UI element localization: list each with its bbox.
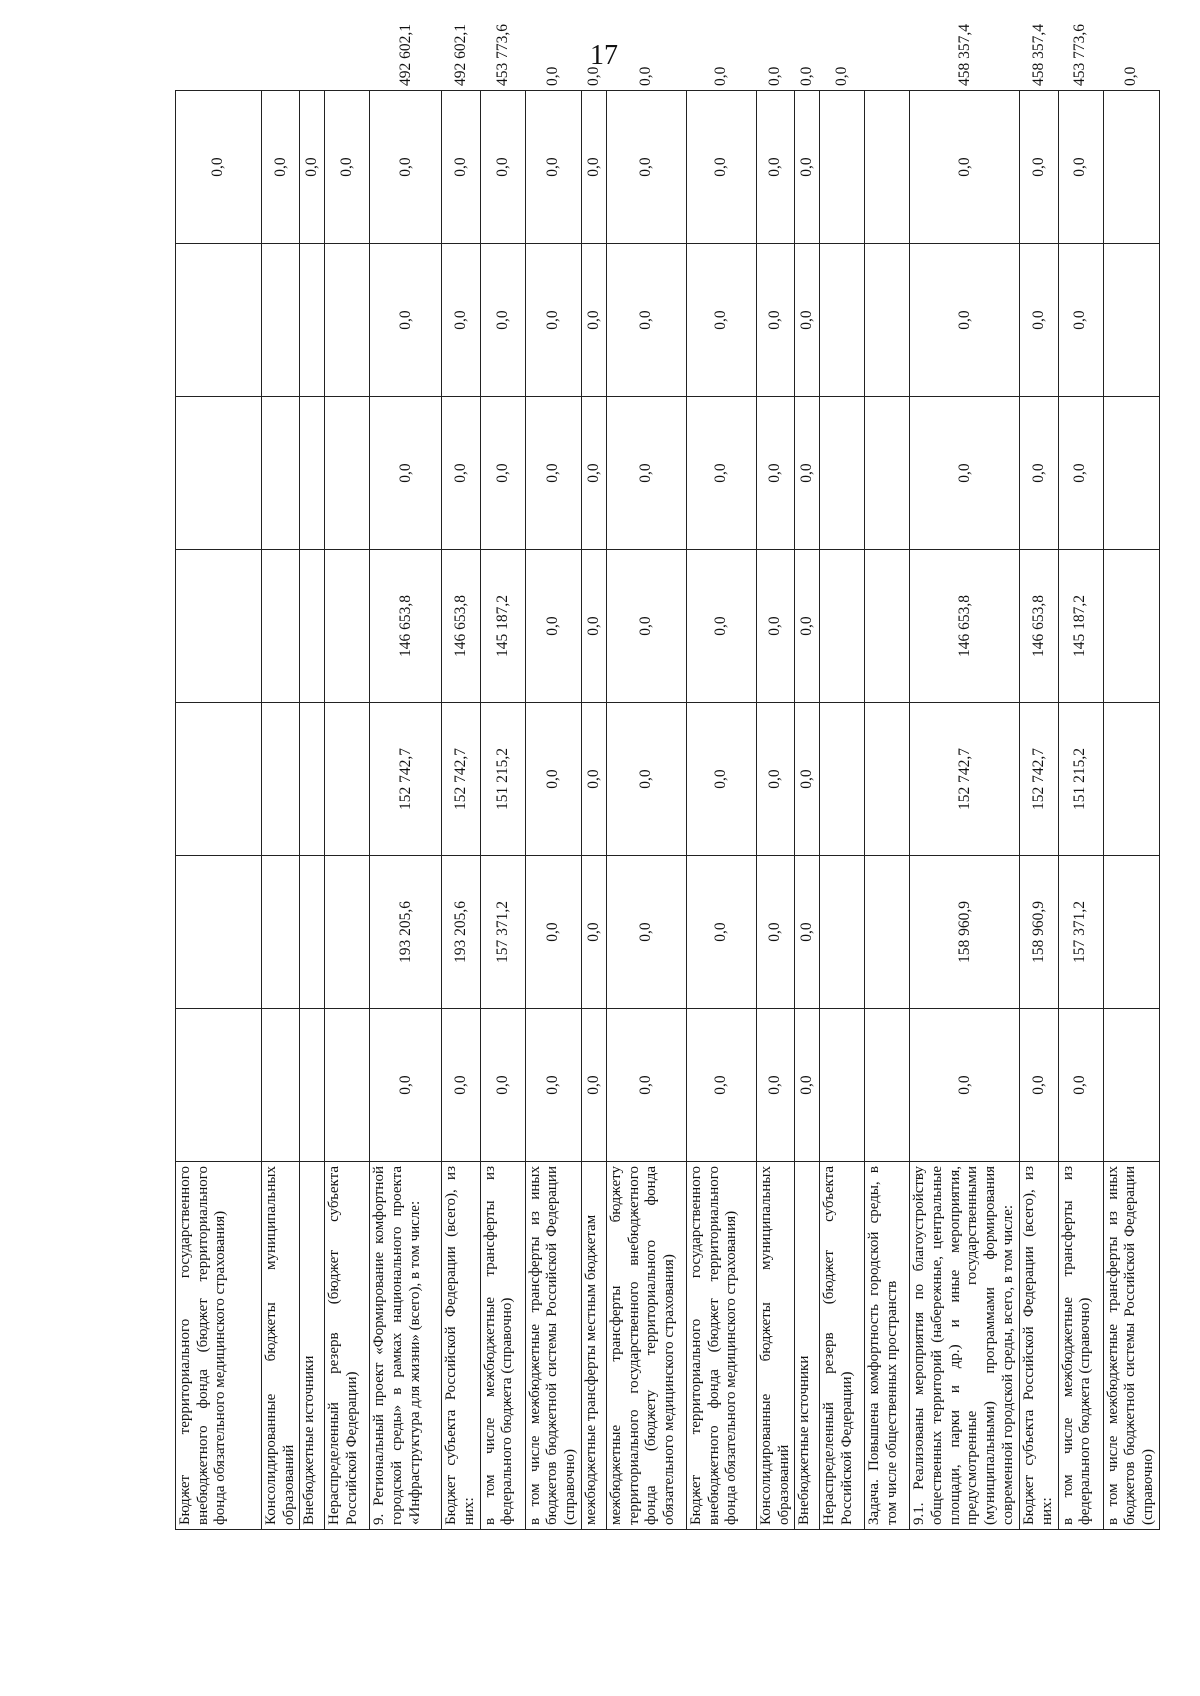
value-cell [1103, 550, 1159, 703]
row-label: в том числе межбюджетные трансферты из федерального бюджета (справочно) [480, 1162, 525, 1530]
value-cell: 0,0 [756, 244, 794, 397]
value-cell: 0,0 [606, 91, 686, 244]
value-cell: 0,0 [756, 550, 794, 703]
row-label: Нераспределенный резерв (бюджет субъекта Российской Федерации) [820, 1162, 865, 1530]
value-cell: 151 215,2 [1058, 703, 1103, 856]
value-cell: 0,0 [686, 550, 756, 703]
value-cell: 193 205,6 [442, 856, 480, 1009]
row-label: Бюджет субъекта Российской Федерации (всего), из них: [442, 1162, 480, 1530]
value-cell: 0,0 [686, 244, 756, 397]
table-row: в том числе межбюджетные трансферты из федерального бюджета (справочно) 0,0 157 371,2 151 215,2 145 187,2 0,0 0,0 0,0 453 773,6 [480, 91, 525, 1530]
value-cell: 0,0 [606, 1009, 686, 1162]
value-cell [262, 703, 300, 856]
table-row: Консолидированные бюджеты муниципальных образований 0,0 0,0 0,0 0,0 0,0 0,0 0,0 0,0 [756, 91, 794, 1530]
value-cell [865, 703, 910, 856]
value-cell [325, 1009, 370, 1162]
row-label: межбюджетные трансферты местным бюджетам [581, 1162, 606, 1530]
row-label: Консолидированные бюджеты муниципальных образований [756, 1162, 794, 1530]
row-label: Внебюджетные источники [795, 1162, 820, 1530]
value-cell [1103, 1009, 1159, 1162]
table-row: Внебюджетные источники 0,0 0,0 0,0 0,0 0,0 0,0 0,0 0,0 [795, 91, 820, 1530]
value-cell: 0,0 [370, 244, 442, 397]
value-cell: 0,0 [756, 1009, 794, 1162]
value-cell: 0,0 [581, 856, 606, 1009]
value-cell [176, 550, 262, 703]
value-cell: 0,0 [442, 1009, 480, 1162]
value-cell: 157 371,2 [480, 856, 525, 1009]
value-cell: 0,0 [370, 91, 442, 244]
table-row [300, 91, 325, 1530]
value-cell: 0,0 [606, 703, 686, 856]
value-cell: 0,0 [525, 397, 581, 550]
value-cell: 0,0 [442, 397, 480, 550]
value-cell: 0,0 [370, 1009, 442, 1162]
value-cell: 0,0 [756, 397, 794, 550]
value-cell: 0,0 [795, 397, 820, 550]
value-cell: 0,0 [756, 703, 794, 856]
row-label: Нераспределенный резерв (бюджет субъекта Российской Федерации) [325, 1162, 370, 1530]
value-cell: 0,0 [1058, 397, 1103, 550]
table-row: 9. Региональный проект «Формирование комфортной городской среды» в рамках национального проекта «Инфраструктура для жизни» (всего), в том числе: 0,0 193 205,6 152 742,7 146 653,8 0,0 0,0 0,0 492 602,1 [370, 91, 442, 1530]
value-cell [865, 91, 910, 244]
table-row: Бюджет субъекта Российской Федерации (всего), из них: 0,0 193 205,6 152 742,7 146 653,8 0,0 0,0 0,0 492 602,1 [442, 91, 480, 1530]
value-cell [1103, 397, 1159, 550]
value-cell: 0,0 [442, 91, 480, 244]
row-label: Задача. Повышена комфортность городской среды, в том числе общественных пространств [865, 1162, 910, 1530]
value-cell [1103, 856, 1159, 1009]
value-cell [820, 856, 865, 1009]
value-cell: 0,0 [795, 550, 820, 703]
value-cell [325, 856, 370, 1009]
value-cell [865, 550, 910, 703]
row-label: в том числе межбюджетные трансферты из иных бюджетов бюджетной системы Российской Федерации (справочно) [1103, 1162, 1159, 1530]
value-cell: 0,0 [581, 703, 606, 856]
value-cell [300, 703, 325, 856]
value-cell: 0,0 [480, 397, 525, 550]
table-row: Бюджет субъекта Российской Федерации (всего), из них: 0,0 158 960,9 152 742,7 146 653,8 0,0 0,0 0,0 458 357,4 [1020, 91, 1058, 1530]
value-cell [820, 244, 865, 397]
value-cell: 152 742,7 [442, 703, 480, 856]
value-cell: 152 742,7 [1020, 703, 1058, 856]
table-row: в том числе межбюджетные трансферты из иных бюджетов бюджетной системы Российской Федерации (справочно) 0,0 0,0 0,0 0,0 0,0 0,0 0,0 0,0 [525, 91, 581, 1530]
value-cell: 0,0 [795, 91, 820, 244]
value-cell: 146 653,8 [442, 550, 480, 703]
value-cell: 0,0 [1020, 244, 1058, 397]
value-cell: 158 960,9 [1020, 856, 1058, 1009]
value-cell: 157 371,2 [1058, 856, 1103, 1009]
value-cell: 0,0 [1020, 1009, 1058, 1162]
value-cell: 0,0 [910, 397, 1020, 550]
value-cell: 0,0 [756, 856, 794, 1009]
value-cell [820, 397, 865, 550]
value-cell [176, 1009, 262, 1162]
value-cell [820, 91, 865, 244]
value-cell: 0,0 [581, 397, 606, 550]
value-cell [262, 1009, 300, 1162]
value-cell: 146 653,8 [370, 550, 442, 703]
value-cell: 0,0 [525, 244, 581, 397]
table-row [262, 91, 300, 1530]
value-cell: 0,0 [480, 91, 525, 244]
value-cell [865, 1009, 910, 1162]
row-label: Консолидированные бюджеты муниципальных образований [262, 1162, 300, 1530]
value-cell: 0,0 [686, 703, 756, 856]
value-cell: 0,0 [525, 91, 581, 244]
value-cell: 0,0 [686, 1009, 756, 1162]
row-label: 9. Региональный проект «Формирование комфортной городской среды» в рамках национального проекта «Инфраструктура для жизни» (всего), в том числе: [370, 1162, 442, 1530]
value-cell: 0,0 [581, 244, 606, 397]
value-cell [325, 703, 370, 856]
value-cell: 146 653,8 [910, 550, 1020, 703]
value-cell: 0,0 [756, 91, 794, 244]
value-cell [262, 397, 300, 550]
value-cell [865, 244, 910, 397]
value-cell: 0,0 [525, 856, 581, 1009]
value-cell: 152 742,7 [910, 703, 1020, 856]
value-cell: 0,0 [262, 91, 300, 244]
value-cell [865, 856, 910, 1009]
value-cell: 0,0 [1020, 91, 1058, 244]
value-cell: 145 187,2 [1058, 550, 1103, 703]
value-cell: 0,0 [325, 91, 370, 244]
table-row: Бюджет территориального государственного внебюджетного фонда (бюджет территориального фонда обязательного медицинского страхования) 0,0 0,0 0,0 0,0 0,0 0,0 0,0 0,0 [686, 91, 756, 1530]
value-cell: 0,0 [480, 1009, 525, 1162]
row-label: Бюджет территориального государственного внебюджетного фонда (бюджет территориального фонда обязательного медицинского страхования) [686, 1162, 756, 1530]
value-cell [325, 397, 370, 550]
value-cell [325, 550, 370, 703]
value-cell: 0,0 [795, 1009, 820, 1162]
value-cell: 0,0 [1058, 244, 1103, 397]
value-cell: 0,0 [910, 91, 1020, 244]
value-cell: 0,0 [606, 856, 686, 1009]
value-cell [820, 703, 865, 856]
value-cell: 145 187,2 [480, 550, 525, 703]
row-label: в том числе межбюджетные трансферты из федерального бюджета (справочно) [1058, 1162, 1103, 1530]
value-cell: 0,0 [606, 550, 686, 703]
value-cell: 0,0 [176, 91, 262, 244]
value-cell [1103, 703, 1159, 856]
value-cell: 151 215,2 [480, 703, 525, 856]
value-cell: 0,0 [525, 1009, 581, 1162]
value-cell: 0,0 [525, 703, 581, 856]
value-cell: 0,0 [686, 397, 756, 550]
value-cell: 0,0 [300, 91, 325, 244]
table-row: межбюджетные трансферты бюджету территориального государственного внебюджетного фонда (бюджету территориального фонда обязательного медицинского страхования) 0,0 0,0 0,0 0,0 0,0 0,0 0,0 0,0 [606, 91, 686, 1530]
value-cell: 0,0 [442, 244, 480, 397]
value-cell: 0,0 [686, 856, 756, 1009]
table-row: 9.1. Реализованы мероприятия по благоустройству общественных территорий (набережные, центральные площади, парки и др.) и иные мероприятия, предусмотренные государственными (муниципальными) программами формирования современной городской среды, всего, в том числе: 0,0 158 960,9 152 742,7 146 653,8 0,0 0,0 0,0 458 357,4 [910, 91, 1020, 1530]
value-cell: 0,0 [1020, 397, 1058, 550]
value-cell [176, 856, 262, 1009]
value-cell: 0,0 [581, 1009, 606, 1162]
value-cell [865, 397, 910, 550]
value-cell: 0,0 [910, 1009, 1020, 1162]
value-cell: 0,0 [795, 244, 820, 397]
row-label: Бюджет территориального государственного внебюджетного фонда (бюджет территориального фонда обязательного медицинского страхования) [176, 1162, 262, 1530]
value-cell: 0,0 [581, 91, 606, 244]
value-cell [300, 397, 325, 550]
value-cell [325, 244, 370, 397]
row-label: 9.1. Реализованы мероприятия по благоустройству общественных территорий (набережные, центральные площади, парки и др.) и иные мероприятия, предусмотренные государственными (муниципальными) программами формирования современной городской среды, всего, в том числе: [910, 1162, 1020, 1530]
value-cell: 0,0 [370, 397, 442, 550]
value-cell [1103, 244, 1159, 397]
value-cell [300, 550, 325, 703]
value-cell: 0,0 [606, 397, 686, 550]
row-label: в том числе межбюджетные трансферты из иных бюджетов бюджетной системы Российской Федерации (справочно) [525, 1162, 581, 1530]
table-row [865, 91, 910, 1530]
row-label: Бюджет субъекта Российской Федерации (всего), из них: [1020, 1162, 1058, 1530]
value-cell: 152 742,7 [370, 703, 442, 856]
table-row [176, 91, 262, 1530]
value-cell [262, 244, 300, 397]
value-cell: 0,0 [686, 91, 756, 244]
table-row: в том числе межбюджетные трансферты из иных бюджетов бюджетной системы Российской Федерации (справочно) 0,0 [1103, 91, 1159, 1530]
value-cell: 146 653,8 [1020, 550, 1058, 703]
value-cell: 158 960,9 [910, 856, 1020, 1009]
row-label: межбюджетные трансферты бюджету территориального государственного внебюджетного фонда (бюджету территориального фонда обязательного медицинского страхования) [606, 1162, 686, 1530]
value-cell: 0,0 [1058, 91, 1103, 244]
value-cell: 0,0 [581, 550, 606, 703]
value-cell [820, 1009, 865, 1162]
value-cell: 0,0 [910, 244, 1020, 397]
table-row: Нераспределенный резерв (бюджет субъекта Российской Федерации) 0,0 [820, 91, 865, 1530]
page-number: 17 [590, 40, 618, 71]
value-cell: 0,0 [525, 550, 581, 703]
value-cell [176, 244, 262, 397]
value-cell: 0,0 [795, 856, 820, 1009]
value-cell [262, 856, 300, 1009]
value-cell: 0,0 [795, 703, 820, 856]
value-cell: 0,0 [1058, 1009, 1103, 1162]
value-cell [300, 1009, 325, 1162]
value-cell [300, 856, 325, 1009]
value-cell [300, 244, 325, 397]
value-cell [176, 397, 262, 550]
value-cell [176, 703, 262, 856]
value-cell: 0,0 [606, 244, 686, 397]
value-cell: 0,0 [480, 244, 525, 397]
value-cell: 193 205,6 [370, 856, 442, 1009]
row-label: Внебюджетные источники [300, 1162, 325, 1530]
value-cell [820, 550, 865, 703]
table-row [325, 91, 370, 1530]
table-row: межбюджетные трансферты местным бюджетам 0,0 0,0 0,0 0,0 0,0 0,0 0,0 0,0 [581, 91, 606, 1530]
value-cell [1103, 91, 1159, 244]
value-cell [262, 550, 300, 703]
table-row: в том числе межбюджетные трансферты из федерального бюджета (справочно) 0,0 157 371,2 151 215,2 145 187,2 0,0 0,0 0,0 453 773,6 [1058, 91, 1103, 1530]
